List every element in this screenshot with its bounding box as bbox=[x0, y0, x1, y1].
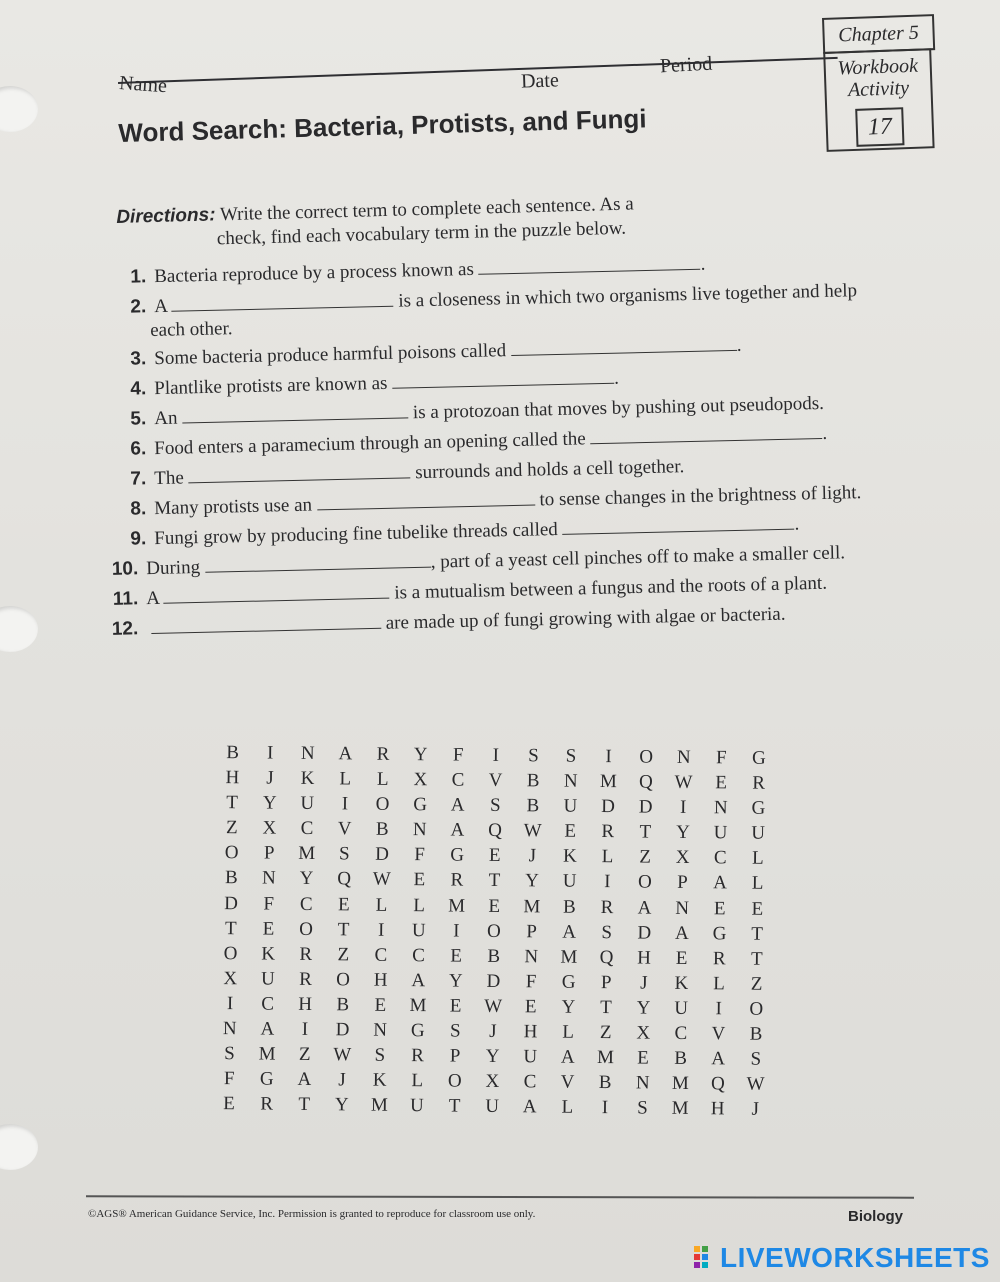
puzzle-letter[interactable]: N bbox=[373, 1019, 388, 1041]
puzzle-letter[interactable]: G bbox=[450, 844, 465, 866]
puzzle-letter[interactable]: R bbox=[450, 869, 464, 892]
puzzle-letter[interactable]: B bbox=[224, 867, 238, 889]
puzzle-letter[interactable]: D bbox=[638, 796, 653, 818]
puzzle-letter[interactable]: S bbox=[489, 795, 501, 817]
answer-blank-6[interactable] bbox=[590, 422, 822, 444]
directions-label: Directions: bbox=[116, 204, 216, 228]
activity-label: Activity bbox=[847, 77, 910, 102]
puzzle-letter[interactable]: E bbox=[488, 845, 501, 867]
puzzle-letter[interactable]: D bbox=[375, 844, 389, 866]
puzzle-letter[interactable]: M bbox=[298, 843, 316, 865]
puzzle-letter[interactable]: U bbox=[409, 1095, 424, 1117]
puzzle-letter[interactable]: Q bbox=[710, 1073, 725, 1095]
puzzle-letter[interactable]: N bbox=[300, 742, 315, 765]
puzzle-letter[interactable]: N bbox=[563, 770, 578, 792]
puzzle-letter[interactable]: E bbox=[675, 947, 688, 969]
puzzle-letter[interactable]: S bbox=[565, 745, 577, 767]
question-8: 8. Many protists use an to sense changes in the brightness of light. bbox=[130, 482, 862, 520]
puzzle-letter[interactable]: Z bbox=[639, 846, 652, 868]
question-9: 9. Fungi grow by producing fine tubelike threads called . bbox=[130, 513, 800, 550]
puzzle-letter[interactable]: N bbox=[635, 1072, 650, 1094]
puzzle-letter[interactable]: S bbox=[224, 1043, 235, 1065]
puzzle-letter[interactable]: B bbox=[526, 795, 540, 817]
puzzle-letter[interactable]: I bbox=[301, 1018, 309, 1041]
copyright-notice: ©AGS® American Guidance Service, Inc. Permission is granted to reproduce for classroom use only. bbox=[88, 1208, 536, 1220]
puzzle-letter[interactable]: Z bbox=[599, 1022, 612, 1044]
puzzle-letter[interactable]: E bbox=[413, 869, 426, 891]
puzzle-letter[interactable]: X bbox=[485, 1071, 500, 1093]
puzzle-letter[interactable]: S bbox=[637, 1097, 648, 1119]
puzzle-letter[interactable]: M bbox=[409, 995, 427, 1017]
puzzle-letter[interactable]: E bbox=[524, 996, 537, 1018]
puzzle-letter[interactable]: R bbox=[601, 821, 615, 843]
puzzle-letter[interactable]: T bbox=[488, 870, 501, 892]
puzzle-letter[interactable]: C bbox=[300, 818, 314, 840]
puzzle-letter[interactable]: V bbox=[488, 769, 503, 792]
puzzle-letter[interactable]: V bbox=[711, 1023, 726, 1045]
question-2-continued: each other. bbox=[150, 318, 233, 341]
puzzle-letter[interactable]: B bbox=[674, 1047, 688, 1070]
puzzle-letter[interactable]: U bbox=[300, 793, 315, 815]
puzzle-letter[interactable]: E bbox=[564, 820, 577, 843]
puzzle-letter[interactable]: O bbox=[637, 871, 652, 894]
puzzle-letter[interactable]: S bbox=[339, 843, 350, 865]
puzzle-letter[interactable]: Y bbox=[299, 868, 314, 890]
puzzle-letter[interactable]: O bbox=[375, 793, 390, 816]
puzzle-letter[interactable]: N bbox=[676, 746, 691, 768]
activity-number: 17 bbox=[855, 107, 904, 147]
puzzle-letter[interactable]: L bbox=[713, 973, 725, 995]
puzzle-letter[interactable]: W bbox=[484, 995, 503, 1017]
puzzle-letter[interactable]: L bbox=[561, 1096, 574, 1119]
puzzle-letter[interactable]: X bbox=[413, 769, 428, 791]
answer-blank-9[interactable] bbox=[562, 513, 794, 535]
puzzle-letter[interactable]: A bbox=[450, 794, 465, 816]
footer-rule bbox=[86, 1195, 914, 1198]
puzzle-letter[interactable]: H bbox=[298, 993, 313, 1015]
answer-blank-3[interactable] bbox=[511, 334, 737, 356]
puzzle-letter[interactable]: G bbox=[410, 1020, 425, 1042]
puzzle-letter[interactable]: E bbox=[637, 1047, 649, 1069]
liveworksheets-logo-icon bbox=[694, 1246, 716, 1270]
puzzle-letter[interactable]: A bbox=[450, 819, 465, 841]
puzzle-letter[interactable]: W bbox=[523, 820, 542, 842]
puzzle-letter[interactable]: V bbox=[560, 1071, 575, 1094]
puzzle-letter[interactable]: I bbox=[453, 920, 460, 942]
puzzle-letter[interactable]: U bbox=[411, 919, 426, 941]
puzzle-letter[interactable]: A bbox=[411, 969, 426, 992]
puzzle-letter[interactable]: M bbox=[370, 1094, 388, 1117]
liveworksheets-watermark: LIVEWORKSHEETS bbox=[720, 1242, 990, 1273]
puzzle-letter[interactable]: J bbox=[528, 845, 537, 867]
puzzle-letter[interactable]: N bbox=[524, 946, 539, 968]
puzzle-letter[interactable]: A bbox=[637, 897, 652, 919]
puzzle-letter[interactable]: S bbox=[601, 921, 613, 943]
punch-hole bbox=[0, 606, 38, 652]
puzzle-letter[interactable]: B bbox=[749, 1023, 763, 1045]
puzzle-letter[interactable]: J bbox=[338, 1069, 346, 1091]
puzzle-letter[interactable]: Z bbox=[225, 817, 238, 839]
puzzle-letter[interactable]: Y bbox=[636, 997, 651, 1019]
puzzle-letter[interactable]: T bbox=[639, 821, 652, 843]
puzzle-letter[interactable]: M bbox=[599, 771, 617, 793]
puzzle-letter[interactable]: D bbox=[335, 1019, 350, 1041]
puzzle-letter[interactable]: B bbox=[375, 818, 389, 841]
puzzle-letter[interactable]: R bbox=[299, 968, 312, 990]
puzzle-letter[interactable]: N bbox=[222, 1018, 237, 1040]
puzzle-letter[interactable]: Z bbox=[298, 1044, 311, 1066]
puzzle-letter[interactable]: M bbox=[448, 895, 466, 917]
puzzle-letter[interactable]: I bbox=[605, 746, 612, 768]
puzzle-letter[interactable]: X bbox=[262, 817, 277, 839]
punch-hole bbox=[0, 86, 38, 132]
puzzle-letter[interactable]: A bbox=[674, 922, 689, 944]
puzzle-letter[interactable]: F bbox=[263, 893, 275, 915]
puzzle-letter[interactable]: Y bbox=[334, 1094, 349, 1116]
puzzle-letter[interactable]: N bbox=[261, 867, 276, 890]
puzzle-letter[interactable]: E bbox=[262, 918, 275, 940]
puzzle-letter[interactable]: R bbox=[376, 743, 390, 765]
puzzle-letter[interactable]: P bbox=[263, 842, 275, 865]
puzzle-letter[interactable]: X bbox=[223, 967, 238, 990]
puzzle-letter[interactable]: L bbox=[413, 894, 425, 916]
puzzle-letter[interactable]: A bbox=[711, 1048, 726, 1070]
puzzle-letter[interactable]: C bbox=[299, 893, 313, 915]
puzzle-letter[interactable]: U bbox=[260, 968, 275, 990]
puzzle-letter[interactable]: B bbox=[336, 994, 350, 1016]
puzzle-letter[interactable]: M bbox=[560, 946, 578, 968]
puzzle-letter[interactable]: L bbox=[601, 846, 614, 868]
puzzle-letter[interactable]: O bbox=[224, 842, 239, 864]
puzzle-letter[interactable]: T bbox=[600, 996, 612, 1019]
puzzle-letter[interactable]: U bbox=[523, 1046, 538, 1068]
puzzle-letter[interactable]: U bbox=[674, 997, 689, 1019]
puzzle-letter[interactable]: A bbox=[713, 872, 728, 894]
puzzle-letter[interactable]: N bbox=[675, 897, 690, 919]
puzzle-letter[interactable]: Z bbox=[750, 973, 763, 995]
puzzle-letter[interactable]: O bbox=[447, 1070, 462, 1092]
puzzle-letter[interactable]: F bbox=[223, 1068, 235, 1090]
puzzle-letter[interactable]: G bbox=[712, 922, 727, 945]
puzzle-letter[interactable]: Y bbox=[676, 822, 690, 844]
date-label: Date bbox=[520, 69, 560, 93]
puzzle-letter[interactable]: W bbox=[333, 1044, 352, 1066]
answer-blank-1[interactable] bbox=[478, 253, 700, 275]
puzzle-letter[interactable]: D bbox=[224, 892, 239, 914]
answer-blank-8[interactable] bbox=[316, 489, 534, 511]
puzzle-letter[interactable]: S bbox=[750, 1048, 762, 1070]
puzzle-letter[interactable]: C bbox=[451, 769, 465, 791]
puzzle-letter[interactable]: C bbox=[523, 1071, 537, 1093]
puzzle-letter[interactable]: I bbox=[377, 919, 385, 941]
puzzle-letter[interactable]: I bbox=[715, 998, 723, 1020]
puzzle-letter[interactable]: Y bbox=[448, 970, 463, 992]
puzzle-letter[interactable]: O bbox=[299, 918, 313, 940]
puzzle-letter[interactable]: C bbox=[412, 944, 425, 966]
puzzle-letter[interactable]: K bbox=[261, 943, 276, 965]
puzzle-letter[interactable]: L bbox=[375, 894, 388, 916]
puzzle-letter[interactable]: M bbox=[523, 895, 541, 917]
puzzle-letter[interactable]: A bbox=[562, 921, 577, 943]
puzzle-letter[interactable]: O bbox=[336, 969, 351, 991]
puzzle-letter[interactable]: H bbox=[637, 947, 652, 969]
puzzle-letter[interactable]: U bbox=[751, 822, 766, 845]
puzzle-letter[interactable]: H bbox=[523, 1021, 538, 1043]
puzzle-letter[interactable]: U bbox=[563, 795, 578, 817]
puzzle-letter[interactable]: P bbox=[600, 971, 612, 994]
puzzle-letter[interactable]: L bbox=[751, 848, 764, 870]
workbook-label: Workbook bbox=[837, 54, 919, 80]
puzzle-letter[interactable]: C bbox=[674, 1022, 688, 1045]
puzzle-letter[interactable]: A bbox=[522, 1096, 537, 1118]
puzzle-letter[interactable]: B bbox=[598, 1072, 612, 1094]
puzzle-letter[interactable]: I bbox=[604, 871, 611, 893]
puzzle-letter[interactable]: G bbox=[413, 794, 428, 816]
puzzle-letter[interactable]: A bbox=[560, 1046, 575, 1068]
puzzle-letter[interactable]: O bbox=[749, 998, 764, 1020]
puzzle-letter[interactable]: H bbox=[225, 767, 240, 789]
question-2: 2. A is a closeness in which two organisms live together and help bbox=[130, 280, 858, 318]
puzzle-letter[interactable]: T bbox=[224, 917, 237, 939]
puzzle-letter[interactable]: E bbox=[751, 898, 764, 920]
puzzle-letter[interactable]: L bbox=[751, 873, 764, 895]
puzzle-letter[interactable]: J bbox=[751, 1098, 760, 1121]
puzzle-letter[interactable]: E bbox=[450, 945, 463, 967]
period-label: Period bbox=[659, 52, 713, 78]
puzzle-letter[interactable]: U bbox=[713, 822, 728, 844]
puzzle-letter[interactable]: J bbox=[489, 1020, 497, 1043]
puzzle-letter[interactable]: O bbox=[223, 942, 238, 965]
puzzle-letter[interactable]: T bbox=[448, 1095, 461, 1117]
puzzle-letter[interactable]: R bbox=[260, 1093, 274, 1115]
puzzle-letter[interactable]: S bbox=[449, 1020, 461, 1042]
puzzle-letter[interactable]: Y bbox=[525, 870, 540, 892]
answer-blank-5[interactable] bbox=[182, 401, 408, 423]
subject-label: Biology bbox=[848, 1208, 903, 1225]
puzzle-letter[interactable]: P bbox=[526, 920, 537, 943]
word-search-grid[interactable] bbox=[210, 742, 778, 1124]
puzzle-letter[interactable]: W bbox=[674, 771, 693, 794]
puzzle-row bbox=[210, 1093, 774, 1124]
puzzle-letter[interactable]: F bbox=[414, 844, 425, 866]
puzzle-letter[interactable]: H bbox=[373, 969, 388, 991]
chapter-label: Chapter 5 bbox=[822, 14, 935, 54]
puzzle-letter[interactable]: D bbox=[601, 796, 616, 818]
answer-blank-7[interactable] bbox=[188, 461, 410, 483]
puzzle-letter[interactable]: M bbox=[258, 1043, 276, 1065]
puzzle-letter[interactable]: I bbox=[341, 793, 349, 815]
puzzle-letter[interactable]: E bbox=[488, 895, 501, 917]
puzzle-letter[interactable]: T bbox=[226, 792, 239, 814]
puzzle-letter[interactable]: A bbox=[297, 1069, 312, 1091]
puzzle-letter[interactable]: E bbox=[715, 772, 728, 794]
puzzle-letter[interactable]: A bbox=[260, 1018, 275, 1040]
puzzle-letter[interactable]: K bbox=[300, 768, 315, 790]
puzzle-letter[interactable]: Y bbox=[561, 996, 576, 1018]
puzzle-letter[interactable]: J bbox=[266, 767, 274, 789]
puzzle-letter[interactable]: F bbox=[452, 744, 464, 766]
puzzle-letter[interactable]: M bbox=[671, 1098, 689, 1120]
puzzle-letter[interactable]: L bbox=[376, 768, 389, 790]
puzzle-letter[interactable]: G bbox=[259, 1068, 274, 1090]
name-label: Name bbox=[118, 72, 168, 98]
puzzle-letter[interactable]: M bbox=[671, 1073, 689, 1095]
puzzle-letter[interactable]: H bbox=[710, 1098, 725, 1120]
answer-blank-12[interactable] bbox=[151, 612, 381, 634]
puzzle-letter[interactable]: Y bbox=[413, 744, 428, 766]
answer-blank-11[interactable] bbox=[163, 582, 389, 604]
puzzle-letter[interactable]: T bbox=[337, 918, 350, 941]
puzzle-letter[interactable]: I bbox=[601, 1097, 609, 1119]
puzzle-letter[interactable]: X bbox=[675, 847, 690, 869]
puzzle-letter[interactable]: F bbox=[525, 971, 537, 993]
puzzle-letter[interactable]: U bbox=[562, 871, 577, 893]
page-title: Word Search: Bacteria, Protists, and Fungi bbox=[118, 103, 647, 148]
directions-line-2: check, find each vocabulary term in the puzzle below. bbox=[216, 217, 627, 250]
puzzle-letter[interactable]: Y bbox=[262, 792, 277, 814]
question-5: 5. An is a protozoan that moves by pushing out pseudopods. bbox=[130, 392, 825, 430]
puzzle-letter[interactable]: R bbox=[712, 947, 726, 970]
puzzle-letter[interactable]: Q bbox=[337, 868, 352, 890]
puzzle-letter[interactable]: D bbox=[486, 970, 501, 992]
question-11: 11. A is a mutualism between a fungus and the roots of a plant. bbox=[112, 572, 828, 610]
puzzle-letter[interactable]: Y bbox=[485, 1045, 500, 1068]
question-1: 1. Bacteria reproduce by a process known as . bbox=[130, 253, 706, 288]
puzzle-letter[interactable]: W bbox=[372, 869, 391, 891]
puzzle-letter[interactable]: T bbox=[750, 948, 763, 970]
puzzle-letter[interactable]: I bbox=[492, 744, 500, 766]
puzzle-letter[interactable]: O bbox=[487, 920, 501, 942]
puzzle-letter[interactable]: D bbox=[637, 922, 652, 944]
puzzle-letter[interactable]: L bbox=[339, 768, 352, 790]
puzzle-letter[interactable]: J bbox=[640, 972, 648, 994]
puzzle-letter[interactable]: N bbox=[412, 819, 427, 841]
puzzle-letter[interactable]: N bbox=[713, 797, 728, 819]
puzzle-letter[interactable]: P bbox=[677, 872, 688, 894]
puzzle-letter[interactable]: E bbox=[223, 1093, 235, 1115]
chapter-box bbox=[822, 14, 939, 156]
puzzle-letter[interactable]: S bbox=[374, 1044, 386, 1066]
puzzle-letter[interactable]: W bbox=[746, 1073, 765, 1096]
puzzle-letter[interactable]: C bbox=[374, 944, 388, 966]
punch-hole bbox=[0, 1124, 38, 1170]
puzzle-letter[interactable]: G bbox=[751, 747, 766, 769]
question-3: 3. Some bacteria produce harmful poisons called . bbox=[130, 334, 742, 370]
puzzle-letter[interactable]: B bbox=[487, 945, 501, 967]
puzzle-letter[interactable]: R bbox=[411, 1045, 424, 1067]
puzzle-letter[interactable]: G bbox=[751, 797, 766, 819]
puzzle-letter[interactable]: R bbox=[299, 943, 313, 965]
puzzle-letter[interactable]: S bbox=[528, 745, 539, 767]
puzzle-letter[interactable]: Q bbox=[638, 771, 653, 793]
puzzle-letter[interactable]: K bbox=[562, 846, 577, 868]
puzzle-letter[interactable]: R bbox=[600, 896, 614, 918]
puzzle-letter[interactable]: C bbox=[713, 847, 727, 869]
puzzle-letter[interactable]: V bbox=[337, 818, 352, 840]
directions-line-1: Write the correct term to complete each sentence. As a bbox=[219, 193, 634, 226]
puzzle-letter[interactable]: U bbox=[485, 1096, 500, 1118]
directions bbox=[116, 190, 737, 254]
puzzle-letter[interactable]: X bbox=[636, 1022, 651, 1044]
puzzle-letter[interactable]: E bbox=[713, 897, 726, 919]
puzzle-letter[interactable]: P bbox=[449, 1045, 461, 1067]
answer-blank-10[interactable] bbox=[205, 551, 431, 573]
puzzle-letter[interactable]: B bbox=[562, 896, 576, 918]
question-4: 4. Plantlike protists are known as . bbox=[130, 367, 620, 400]
puzzle-letter[interactable]: O bbox=[639, 746, 654, 768]
puzzle-letter[interactable]: E bbox=[449, 995, 462, 1017]
puzzle-letter[interactable]: A bbox=[338, 743, 353, 765]
puzzle-letter[interactable]: I bbox=[226, 993, 234, 1015]
answer-blank-4[interactable] bbox=[392, 367, 614, 389]
puzzle-letter[interactable]: T bbox=[298, 1094, 311, 1116]
answer-blank-2[interactable] bbox=[171, 290, 393, 312]
puzzle-letter[interactable]: Z bbox=[337, 944, 350, 966]
puzzle-letter[interactable]: I bbox=[679, 797, 687, 819]
puzzle-letter[interactable]: K bbox=[372, 1069, 387, 1092]
puzzle-letter[interactable]: T bbox=[751, 923, 764, 945]
question-10: 10. During , part of a yeast cell pinches off to make a smaller cell. bbox=[111, 542, 846, 580]
puzzle-letter[interactable]: E bbox=[337, 893, 350, 915]
puzzle-letter[interactable]: G bbox=[561, 971, 576, 993]
question-7: 7. The surrounds and holds a cell together. bbox=[130, 456, 685, 490]
puzzle-letter[interactable]: L bbox=[411, 1070, 424, 1092]
puzzle-letter[interactable]: L bbox=[562, 1021, 575, 1043]
puzzle-letter[interactable]: I bbox=[266, 742, 274, 764]
puzzle-letter[interactable]: F bbox=[715, 747, 727, 769]
puzzle-letter[interactable]: Q bbox=[599, 946, 614, 968]
question-12: 12. are made up of fungi growing with algae or bacteria. bbox=[111, 603, 786, 640]
question-6: 6. Food enters a paramecium through an opening called the . bbox=[130, 422, 828, 460]
puzzle-letter[interactable]: B bbox=[526, 770, 540, 792]
header-rule bbox=[118, 57, 838, 84]
puzzle-letter[interactable]: B bbox=[226, 742, 240, 764]
puzzle-letter[interactable]: E bbox=[374, 994, 387, 1016]
puzzle-letter[interactable]: K bbox=[674, 972, 689, 994]
puzzle-letter[interactable]: M bbox=[596, 1047, 615, 1069]
puzzle-letter[interactable]: R bbox=[752, 772, 766, 794]
puzzle-letter[interactable]: Q bbox=[488, 820, 503, 842]
puzzle-letter[interactable]: C bbox=[261, 993, 275, 1015]
